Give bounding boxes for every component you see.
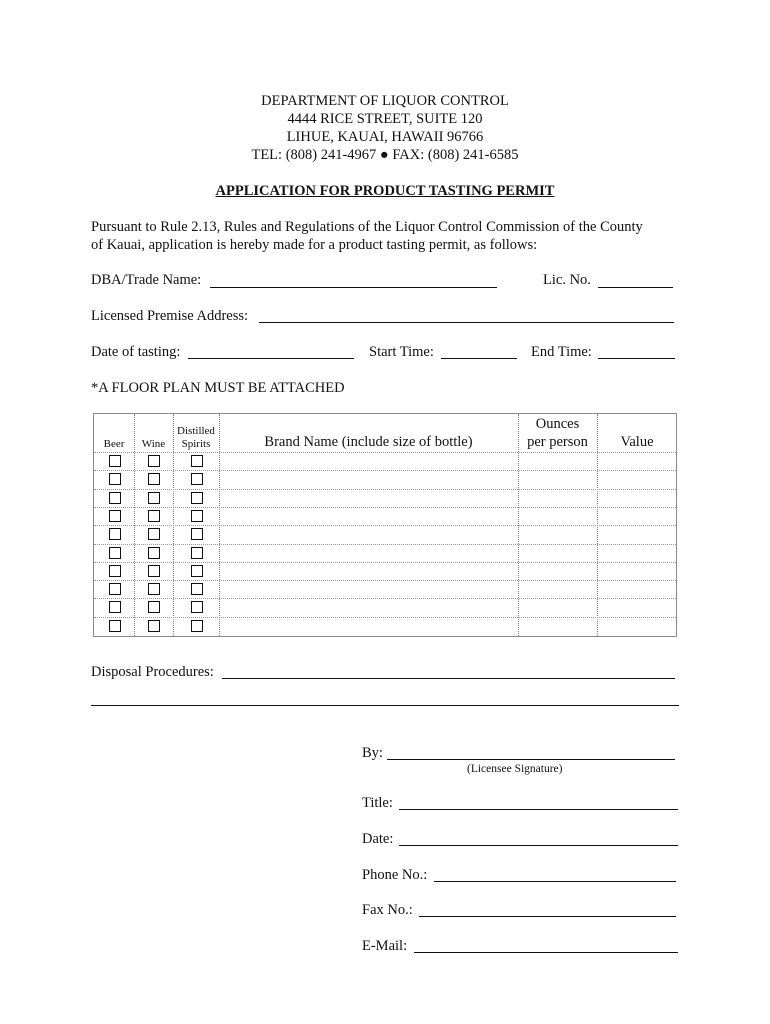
premise-address-field[interactable]	[259, 322, 674, 323]
beer-checkbox[interactable]	[109, 601, 121, 613]
beer-checkbox[interactable]	[109, 620, 121, 632]
dba-field[interactable]	[210, 287, 497, 288]
beer-checkbox[interactable]	[109, 528, 121, 540]
beer-checkbox[interactable]	[109, 492, 121, 504]
header-brand-name: Brand Name (include size of bottle)	[264, 434, 473, 450]
wine-checkbox[interactable]	[148, 565, 160, 577]
wine-checkbox[interactable]	[148, 583, 160, 595]
lic-no-field[interactable]	[598, 287, 673, 288]
start-time-field[interactable]	[441, 358, 517, 359]
title-label: Title:	[362, 795, 393, 811]
beer-checkbox[interactable]	[109, 583, 121, 595]
wine-checkbox[interactable]	[148, 547, 160, 559]
wine-checkbox[interactable]	[148, 528, 160, 540]
contact-numbers: TEL: (808) 241-4967 ● FAX: (808) 241-6585	[251, 147, 519, 163]
table-row[interactable]	[219, 452, 677, 470]
table-row[interactable]	[219, 598, 677, 616]
date-label: Date:	[362, 831, 394, 847]
distilled-spirits-checkbox[interactable]	[191, 547, 203, 559]
date-field[interactable]	[399, 845, 678, 846]
beer-checkbox[interactable]	[109, 547, 121, 559]
fax-field[interactable]	[419, 916, 676, 917]
start-time-label: Start Time:	[369, 344, 434, 360]
intro-line-1: Pursuant to Rule 2.13, Rules and Regulations of the Liquor Control Commission of the County	[91, 219, 643, 235]
distilled-spirits-checkbox[interactable]	[191, 510, 203, 522]
beer-checkbox[interactable]	[109, 565, 121, 577]
wine-checkbox[interactable]	[148, 492, 160, 504]
distilled-spirits-checkbox[interactable]	[191, 473, 203, 485]
dba-label: DBA/Trade Name:	[91, 272, 202, 288]
wine-checkbox[interactable]	[148, 455, 160, 467]
distilled-spirits-checkbox[interactable]	[191, 492, 203, 504]
form-title: APPLICATION FOR PRODUCT TASTING PERMIT	[215, 183, 555, 199]
disposal-field-line-2[interactable]	[91, 705, 679, 706]
premise-address-label: Licensed Premise Address:	[91, 308, 249, 324]
table-row[interactable]	[219, 580, 677, 598]
email-field[interactable]	[414, 952, 678, 953]
table-row[interactable]	[219, 544, 677, 562]
distilled-spirits-checkbox[interactable]	[191, 620, 203, 632]
header-ounces-line1: Ounces	[535, 416, 580, 432]
header-value: Value	[620, 434, 654, 450]
floor-plan-note: *A FLOOR PLAN MUST BE ATTACHED	[91, 380, 345, 396]
date-of-tasting-field[interactable]	[188, 358, 354, 359]
signature-field[interactable]	[387, 759, 675, 760]
wine-checkbox[interactable]	[148, 620, 160, 632]
beer-checkbox[interactable]	[109, 473, 121, 485]
header-beer: Beer	[103, 438, 125, 450]
wine-checkbox[interactable]	[148, 601, 160, 613]
header-distilled-line2: Spirits	[181, 438, 211, 450]
department-name: DEPARTMENT OF LIQUOR CONTROL	[261, 93, 509, 109]
header-distilled-line1: Distilled	[177, 425, 215, 437]
phone-field[interactable]	[434, 881, 676, 882]
title-field[interactable]	[399, 809, 678, 810]
city-address: LIHUE, KAUAI, HAWAII 96766	[286, 129, 484, 145]
product-table	[93, 413, 677, 637]
licensee-signature-caption: (Licensee Signature)	[467, 763, 563, 775]
end-time-field[interactable]	[598, 358, 675, 359]
wine-checkbox[interactable]	[148, 473, 160, 485]
wine-checkbox[interactable]	[148, 510, 160, 522]
fax-label: Fax No.:	[362, 902, 413, 918]
by-label: By:	[362, 745, 383, 761]
header-wine: Wine	[141, 438, 166, 450]
header-ounces-line2: per person	[527, 434, 588, 450]
beer-checkbox[interactable]	[109, 510, 121, 522]
disposal-field[interactable]	[222, 678, 675, 679]
phone-label: Phone No.:	[362, 867, 428, 883]
lic-no-label: Lic. No.	[543, 272, 591, 288]
distilled-spirits-checkbox[interactable]	[191, 455, 203, 467]
distilled-spirits-checkbox[interactable]	[191, 601, 203, 613]
date-of-tasting-label: Date of tasting:	[91, 344, 181, 360]
table-row[interactable]	[219, 489, 677, 507]
table-row[interactable]	[219, 470, 677, 488]
table-row[interactable]	[219, 507, 677, 525]
street-address: 4444 RICE STREET, SUITE 120	[287, 111, 483, 127]
intro-line-2: of Kauai, application is hereby made for a product tasting permit, as follows:	[91, 237, 538, 253]
table-row[interactable]	[219, 617, 677, 635]
disposal-label: Disposal Procedures:	[91, 664, 214, 680]
beer-checkbox[interactable]	[109, 455, 121, 467]
distilled-spirits-checkbox[interactable]	[191, 565, 203, 577]
distilled-spirits-checkbox[interactable]	[191, 583, 203, 595]
table-row[interactable]	[219, 562, 677, 580]
end-time-label: End Time:	[531, 344, 592, 360]
table-row[interactable]	[219, 525, 677, 543]
email-label: E-Mail:	[362, 938, 408, 954]
distilled-spirits-checkbox[interactable]	[191, 528, 203, 540]
